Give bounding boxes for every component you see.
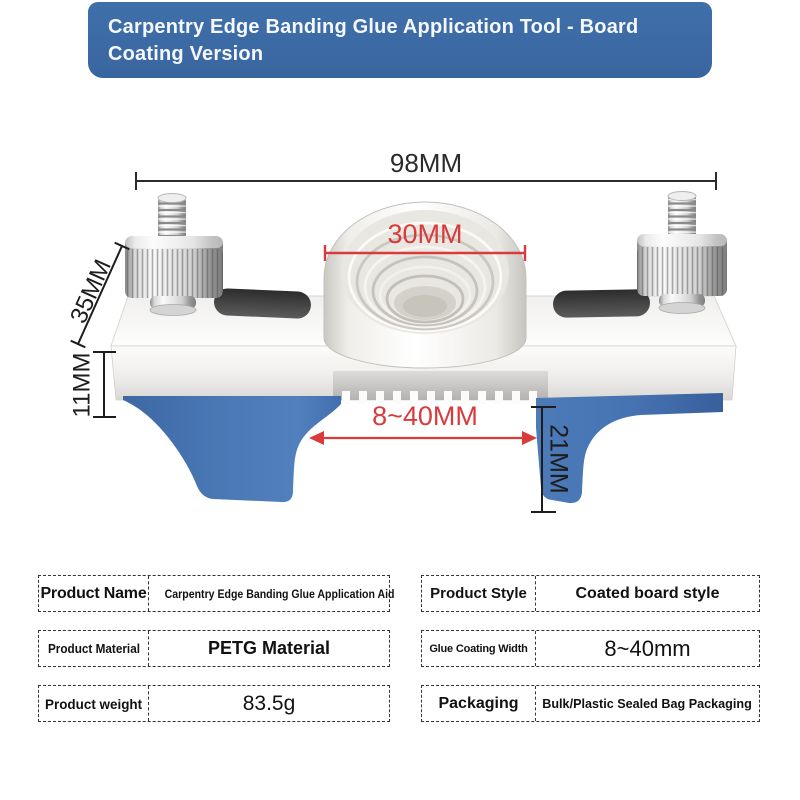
spec-label-text: Product Style — [430, 585, 527, 602]
dim-8-40mm — [309, 431, 537, 445]
spec-value-text: 83.5g — [242, 691, 296, 715]
app-header — [88, 2, 712, 78]
spec-row-packaging — [421, 685, 760, 722]
spec-table-right — [421, 575, 760, 740]
dim-8-40mm-label: 8~40MM — [372, 401, 478, 431]
spec-value — [536, 576, 759, 611]
spec-label — [422, 576, 536, 611]
thumb-screw-left — [125, 194, 223, 316]
spec-label-text: Glue Coating Width — [429, 642, 528, 655]
plate-slot-left — [213, 288, 311, 319]
spec-row-glue-coating-width — [421, 630, 760, 667]
spec-value-text: Carpentry Edge Banding Glue Application Aid — [164, 586, 395, 601]
dim-11mm-label: 11MM — [68, 352, 96, 418]
spec-value — [149, 576, 410, 611]
spec-label-text: Product weight — [44, 695, 143, 712]
product-title-line1: Carpentry Edge Banding Glue Application Tool - Board — [108, 16, 639, 38]
spec-label-text: Packaging — [438, 694, 519, 712]
spec-label — [39, 576, 149, 611]
thumb-screw-right — [637, 192, 727, 314]
spec-label — [422, 631, 536, 666]
dim-21mm-label: 21MM — [544, 424, 573, 494]
spec-label — [39, 631, 149, 666]
spec-value — [536, 631, 759, 666]
spec-row-product-name — [38, 575, 395, 612]
spec-value-text: 8~40mm — [604, 635, 691, 661]
spec-table-left — [38, 575, 395, 740]
dim-98mm-label: 98MM — [389, 148, 463, 178]
spec-label-text: Product Material — [47, 641, 140, 656]
spec-label — [422, 686, 536, 721]
blue-leg-left — [123, 396, 341, 502]
spec-row-product-weight — [38, 685, 390, 722]
product-diagram — [0, 115, 800, 585]
spec-row-product-style — [421, 575, 760, 612]
spec-value-text: PETG Material — [207, 638, 331, 658]
spec-label — [39, 686, 149, 721]
plate-slot-right — [553, 289, 650, 318]
spec-row-product-material — [38, 630, 390, 667]
product-title-line2: Coating Version — [108, 43, 264, 65]
dim-35mm-label: 35MM — [65, 255, 117, 328]
dim-30mm-label: 30MM — [387, 219, 463, 249]
spec-value — [149, 631, 389, 666]
spec-value — [536, 686, 759, 721]
spec-label-text: Product Name — [40, 584, 147, 602]
spec-value-text: Bulk/Plastic Sealed Bag Packaging — [542, 696, 753, 711]
spec-value — [149, 686, 389, 721]
spec-value-text: Coated board style — [575, 584, 720, 602]
